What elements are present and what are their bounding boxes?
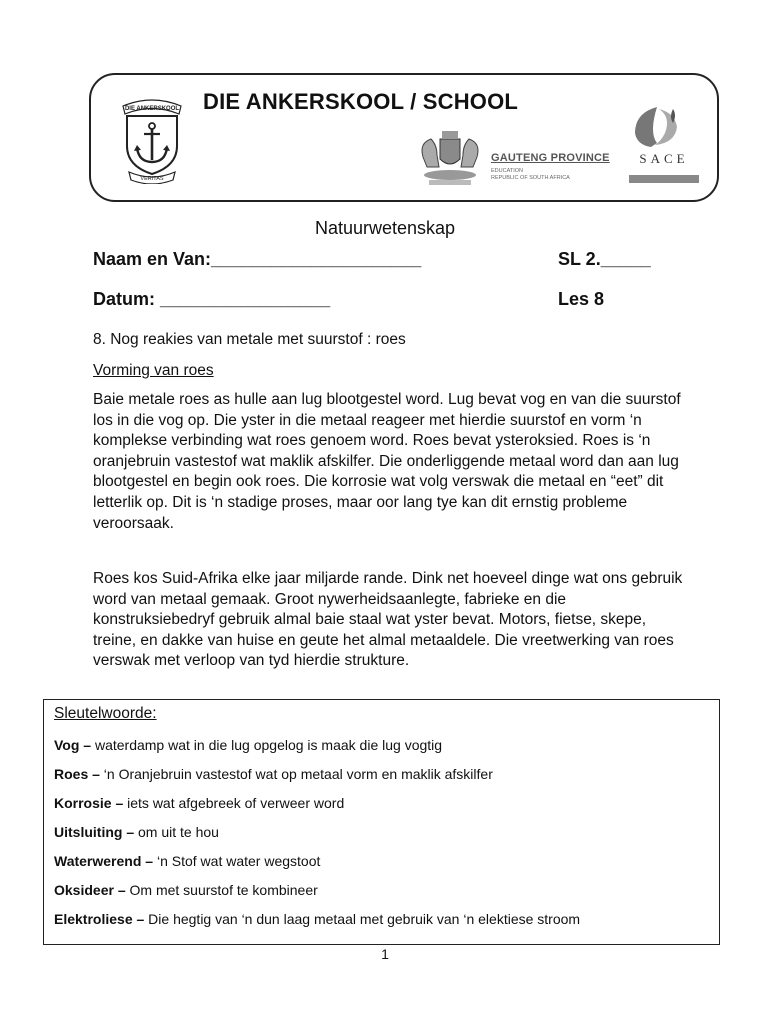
page-number: 1 [381, 946, 389, 962]
keyword-term: Waterwerend – [54, 853, 154, 869]
keyword-item [54, 853, 320, 869]
sace-logo [627, 103, 701, 189]
keyword-item [54, 911, 580, 927]
keyword-term: Roes – [54, 766, 100, 782]
subject-title: Natuurwetenskap [314, 218, 456, 238]
keyword-item [54, 737, 442, 753]
keyword-definition: ‘n Oranjebruin vastestof wat op metaal vorm en maklik afskilfer [99, 766, 493, 782]
keyword-term: Korrosie – [54, 795, 124, 811]
keyword-item [54, 795, 344, 811]
keyword-term: Uitsluiting – [54, 824, 135, 840]
school-header [89, 73, 719, 202]
class-field-label: SL 2._____ [558, 249, 651, 269]
body-paragraph: Baie metale roes as hulle aan lug blootgestel word. Lug bevat vog en van die suurstof los in die vog op. Die yster in die metaal reageer met hierdie suurstof en vorm ‘n komplekse verbinding wat roes genoem word. Roes bevat ysteroksied. Roes is ‘n oranjebruin vastestof wat maklik afskilfer. Die onderliggende metaal word dan aan lug blootgestel en begin ook roes. Die korrosie wat volg verswak die metaal en “eet” dit letterlik op. Dit is ‘n stadige proses, maar oor lang tye kan dit ernstig probleme veroorsaak. [93, 391, 681, 532]
keyword-term: Vog – [54, 737, 92, 753]
keyword-definition: Om met suurstof te kombineer [125, 882, 318, 898]
anchor-crest-logo [117, 92, 187, 184]
keyword-item [54, 882, 318, 898]
keyword-definition: ‘n Stof wat water wegstoot [153, 853, 321, 869]
body-paragraph: Roes kos Suid-Afrika elke jaar miljarde rande. Dink net hoeveel dinge wat ons gebruik word van metaal gemaak. Groot nywerheidsaanlegte, fabrieke en die konstruksiebedryf gebruik almal baie staal wat yster bevat. Motors, fietse, skepe, treine, en dakke van huise en geute het almal metaaldele. Die vreetwerking van roes verswak met verloop van tyd hierdie strukture. [93, 570, 683, 670]
keyword-definition: waterdamp wat in die lug opgelog is maak die lug vogtig [91, 737, 443, 753]
sace-emblem-icon [627, 103, 701, 189]
svg-text:VERITAS: VERITAS [140, 176, 164, 182]
keywords-box [43, 699, 720, 945]
coat-of-arms-icon [413, 127, 487, 189]
gauteng-province-name: GAUTENG PROVINCE [491, 152, 610, 164]
keyword-item [54, 824, 219, 840]
sace-name: SACE [639, 151, 689, 166]
keyword-term: Elektroliese – [54, 911, 145, 927]
keyword-definition: Die hegtig van ‘n dun laag metaal met gebruik van ‘n elektiese stroom [144, 911, 581, 927]
section-heading: Vorming van roes [93, 362, 214, 379]
keywords-title: Sleutelwoorde: [54, 705, 157, 722]
lesson-title: 8. Nog reakies van metale met suurstof : roes [93, 331, 406, 348]
keyword-definition: iets wat afgebreek of verweer word [123, 795, 345, 811]
keyword-definition: om uit te hou [134, 824, 219, 840]
keyword-item [54, 766, 493, 782]
school-name: DIE ANKERSKOOL / SCHOOL [203, 89, 519, 114]
lesson-number: Les 8 [558, 289, 605, 309]
name-field-label: Naam en Van:_____________________ [93, 249, 422, 269]
svg-text:DIE ANKERSKOOL: DIE ANKERSKOOL [124, 106, 180, 112]
date-field-label: Datum: _________________ [93, 289, 331, 309]
gauteng-province-subtitle: EDUCATION REPUBLIC OF SOUTH AFRICA [491, 168, 570, 181]
gauteng-province-logo [413, 127, 613, 189]
keyword-term: Oksideer – [54, 882, 126, 898]
